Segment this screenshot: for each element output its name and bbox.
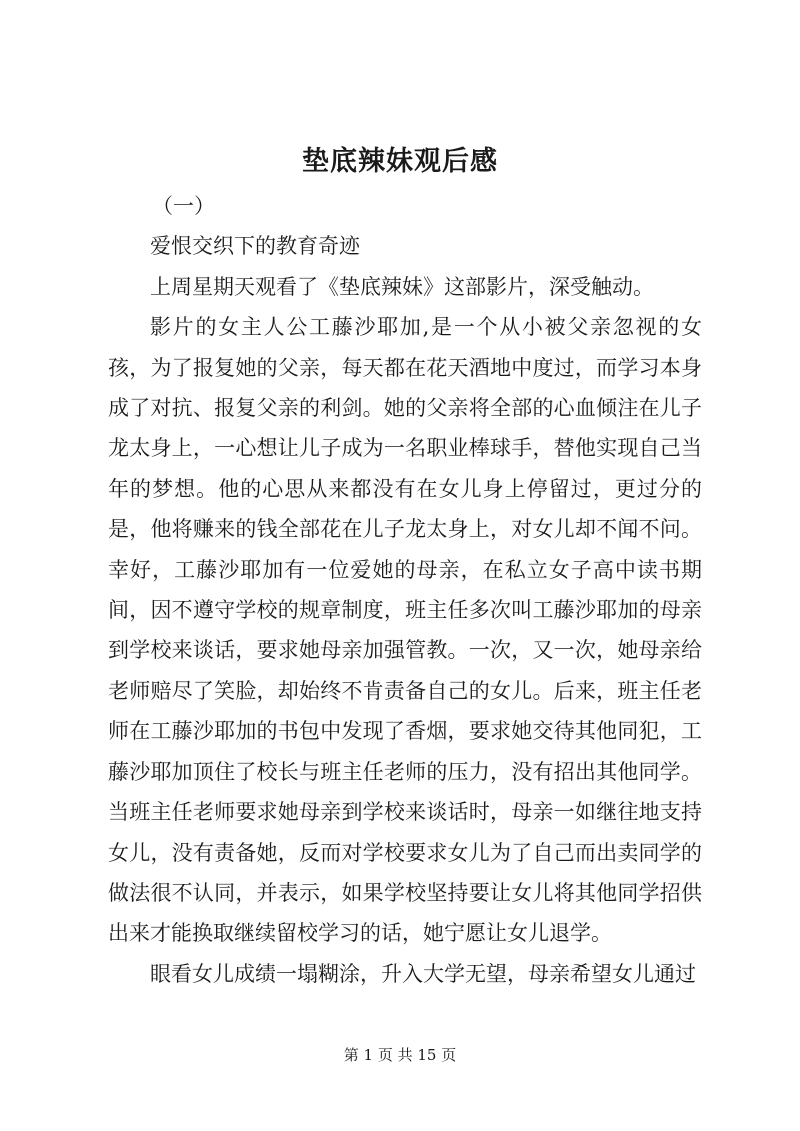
document-body — [108, 186, 702, 994]
section-marker: （一） — [152, 194, 215, 218]
page-footer: 第 1 页 共 15 页 — [343, 1046, 457, 1064]
paragraph-continuation: 眼看女儿成绩一塌糊涂，升入大学无望，母亲希望女儿通过 — [150, 961, 696, 986]
paragraph-subtitle: 爱恨交织下的教育奇迹 — [150, 234, 360, 259]
document-title: 垫底辣妹观后感 — [302, 146, 498, 177]
paragraph-intro: 上周星期天观看了《垫底辣妹》这部影片，深受触动。 — [150, 274, 654, 299]
paragraph-main: 影片的女主人公工藤沙耶加,是一个从小被父亲忽视的女孩，为了报复她的父亲，每天都在花天酒地中度过，而学习本身成了对抗、报复父亲的利剑。她的父亲将全部的心血倾注在儿子龙太身上，一心想让儿子成为一名职业棒球手，替他实现自己当年的梦想。他的心思从来都没有在女儿身上停留过，更过分的是，他将赚来的钱全部花在儿子龙太身上，对女儿却不闻不问。幸好，工藤沙耶加有一位爱她的母亲，在私立女子高中读书期间，因不遵守学校的规章制度，班主任多次叫工藤沙耶加的母亲到学校来谈话，要求她母亲加强管教。一次，又一次，她母亲给老师赔尽了笑脸，却始终不肯责备自己的女儿。后来，班主任老师在工藤沙耶加的书包中发现了香烟，要求她交待其他同犯，工藤沙耶加顶住了校长与班主任老师的压力，没有招出其他同学。当班主任老师要求她母亲到学校来谈话时，母亲一如继往地支持女儿，没有责备她，反而对学校要求女儿为了自己而出卖同学的做法很不认同，并表示，如果学校坚持要让女儿将其他同学招供出来才能换取继续留校学习的话，她宁愿让女儿退学。 — [108, 315, 702, 946]
